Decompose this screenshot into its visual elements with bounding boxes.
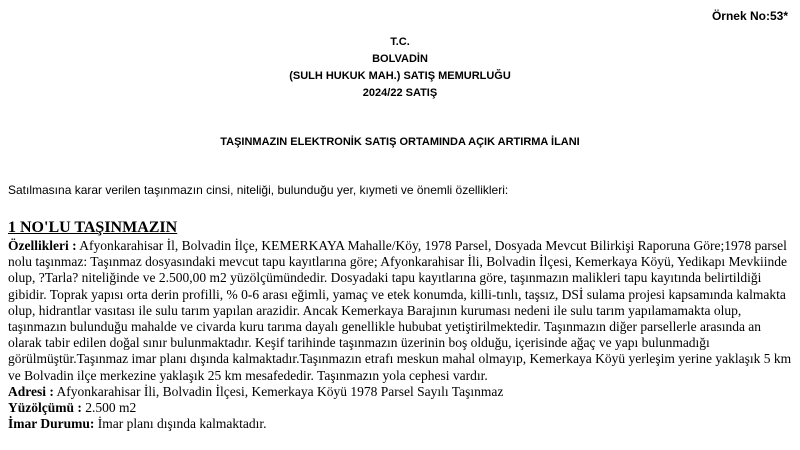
area-label: Yüzölçümü : — [8, 400, 82, 416]
property-area — [8, 400, 792, 416]
zoning-text: İmar planı dışında kalmaktadır. — [94, 416, 267, 432]
document-header — [0, 34, 800, 102]
property-details — [8, 238, 792, 432]
zoning-label: İmar Durumu: — [8, 416, 95, 432]
property-features — [8, 238, 792, 384]
announcement-title: TAŞINMAZIN ELEKTRONİK SATIŞ ORTAMINDA AÇIK ARTIRMA İLANI — [220, 136, 580, 148]
header-case-no: 2024/22 SATIŞ — [362, 87, 438, 99]
features-label: Özellikleri : — [8, 238, 77, 253]
features-text: Afyonkarahisar İl, Bolvadin İlçe, KEMERKAYA Mahalle/Köy, 1978 Parsel, Dosyada Mevcut Bilirkişi Raporuna Göre;1978 parsel nolu taşınmaz: Taşınmaz dosyasındaki mevcut tapu kayıtlarına göre; Afyonkarahisar İli, Bolvadin İlçesi, Kemerkaya Köyü, Yedikapı Mevkiinde olup, ?Tarla? niteliğinde ve 2.500,00 m2 yüzölçümündedir. Dosyadaki tapu kayıtlarına göre, taşınmazın malikleri tapu kayıtında belirtildiği gibidir. Toprak yapısı orta derin profilli, % 0-6 arası eğimli, yamaç ve etek konumda, killi-tınlı, taşsız, DSİ sulama projesi kapsamında kalmakta olup, hidrantlar vasıtası ile sulu tarım yapılan arazidir. Ancak Kemerkaya Barajının kuruması nedeni ile sulu tarım yapılamamakta olup, taşınmazın bulunduğu mahalde ve civarda kuru tarıma dayalı genellikle hububat yetiştirilmektedir. Taşınmazın diğer parsellerle arasında an olarak tabir edilen doğal sınır bulunmaktadır. Keşif tarihinde taşınmazın üzerinin boş olduğu, içerisinde ağaç ve yapı bulunmadığı görülmüştür.Taşınmaz imar planı dışında kalmaktadır.Taşınmazın etrafı meskun mahal olmayıp, Kemerkaya Köyü yerleşim yerine yaklaşık 5 km ve Bolvadin ilçe merkezine yaklaşık 25 km mesafededir. Taşınmazın yola cephesi vardır. — [8, 238, 792, 383]
header-tc: T.C. — [390, 36, 410, 48]
property-zoning — [8, 416, 792, 432]
header-city: BOLVADİN — [372, 53, 428, 65]
ornek-no: Örnek No:53* — [711, 9, 788, 23]
intro-text: Satılmasına karar verilen taşınmazın cinsi, niteliği, bulunduğu yer, kıymeti ve önemli özellikleri: — [8, 183, 509, 197]
property-title: 1 NO'LU TAŞINMAZIN — [8, 219, 178, 236]
address-text: Afyonkarahisar İli, Bolvadin İlçesi, Kemerkaya Köyü 1978 Parsel Sayılı Taşınmaz — [53, 383, 504, 399]
header-office: (SULH HUKUK MAH.) SATIŞ MEMURLUĞU — [289, 70, 511, 82]
property-address — [8, 384, 792, 400]
area-text: 2.500 m2 — [81, 400, 137, 416]
address-label: Adresi : — [8, 383, 54, 399]
